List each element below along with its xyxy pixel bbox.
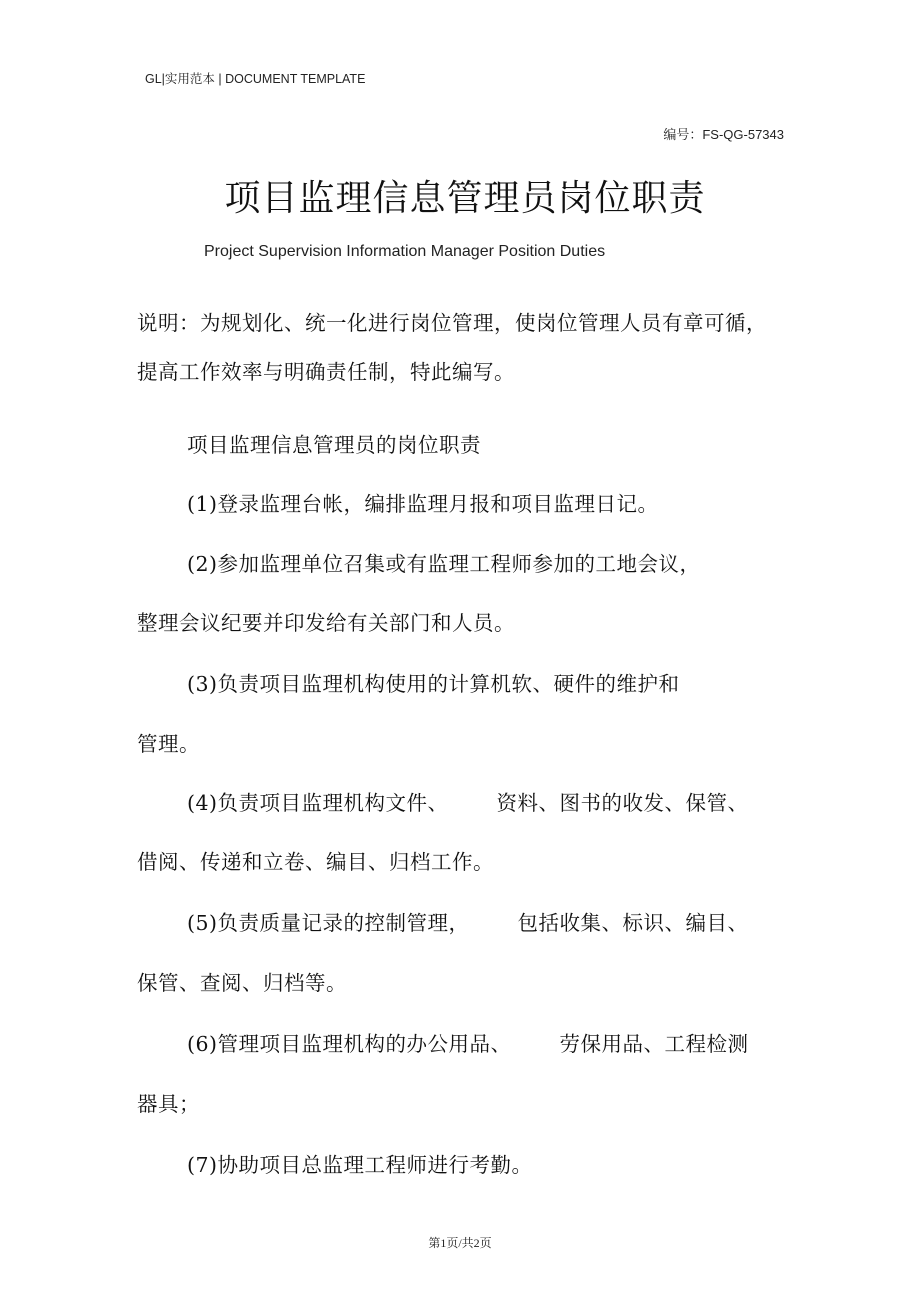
duty-item-1: (1)登录监理台帐，编排监理月报和项目监理日记。	[187, 492, 659, 516]
duty-item-3-line-2: 管理。	[137, 732, 200, 756]
duty-item-5-line-1	[187, 906, 749, 936]
duty-item-7: (7)协助项目总监理工程师进行考勤。	[187, 1153, 533, 1177]
duty-item-5-line-2: 保管、查阅、归档等。	[137, 971, 347, 995]
duty-item-3-line-1: (3)负责项目监理机构使用的计算机软、硬件的维护和	[187, 672, 680, 696]
intro-line-2: 提高工作效率与明确责任制，特此编写。	[137, 360, 515, 384]
duty-item-6-line-2: 器具；	[137, 1092, 200, 1116]
duty-item-6-part-a: (6)管理项目监理机构的办公用品、	[187, 1032, 512, 1056]
section-title: 项目监理信息管理员的岗位职责	[187, 433, 481, 457]
page-number-footer: 第1页/共2页	[428, 1236, 492, 1250]
duty-item-6-part-b: 劳保用品、工程检测	[559, 1032, 749, 1056]
page-title: 项目监理信息管理员岗位职责	[224, 178, 706, 219]
page-subtitle-english: Project Supervision Information Manager Position Duties	[204, 243, 606, 260]
duty-item-4-line-1	[187, 786, 749, 816]
intro-line-1: 说明：为规划化、统一化进行岗位管理，使岗位管理人员有章可循，	[137, 311, 767, 335]
duty-item-4-part-a: (4)负责项目监理机构文件、	[187, 791, 449, 815]
duty-item-6-line-1	[187, 1027, 749, 1057]
header-tag: GL|实用范本 | DOCUMENT TEMPLATE	[145, 72, 366, 86]
duty-item-4-part-b: 资料、图书的收发、保管、	[496, 791, 749, 815]
duty-item-2-line-2: 整理会议纪要并印发给有关部门和人员。	[137, 611, 515, 635]
duty-item-2-line-1: (2)参加监理单位召集或有监理工程师参加的工地会议，	[187, 552, 701, 576]
duty-item-5-part-b: 包括收集、标识、编目、	[517, 911, 749, 935]
duty-item-5-part-a: (5)负责质量记录的控制管理，	[187, 911, 470, 935]
duty-item-4-line-2: 借阅、传递和立卷、编目、归档工作。	[137, 850, 494, 874]
document-number: 编号：FS-QG-57343	[663, 127, 784, 142]
